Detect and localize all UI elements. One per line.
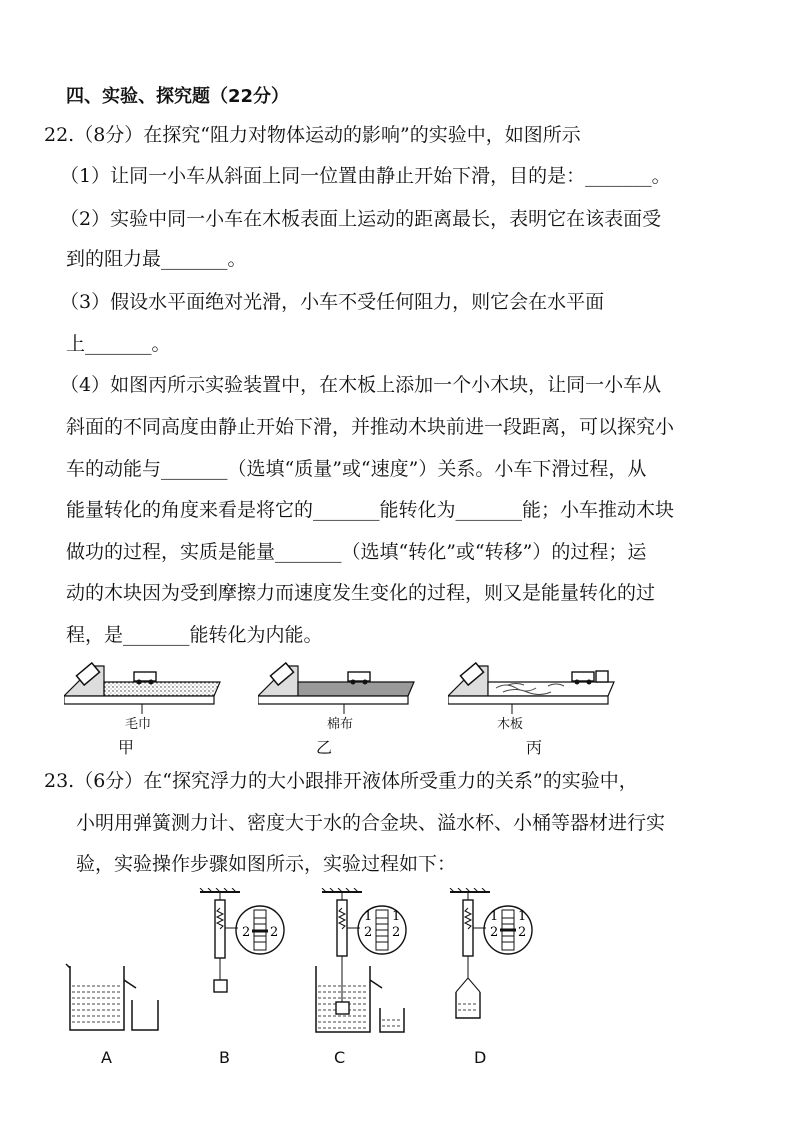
figure-towel-surface	[64, 658, 224, 714]
scale-c-bottom-right: 2	[392, 925, 401, 940]
q22-line-3: 到的阻力最_______。	[66, 248, 247, 270]
figure-cotton-surface	[258, 658, 418, 714]
figure-wood-surface	[448, 658, 618, 714]
figure-spring-scale-c	[306, 888, 416, 1038]
q22-line-7: 斜面的不同高度由静止开始下滑，并推动木块前进一段距离，可以探究小	[66, 416, 675, 438]
scale-c-bottom-left: 2	[364, 925, 373, 940]
figure-caption-c: C	[334, 1048, 346, 1067]
scale-d-bottom-right: 2	[518, 925, 527, 940]
scale-c-top-left: 1	[364, 909, 373, 924]
q22-line-2: （2）实验中同一小车在木板表面上运动的距离最长，表明它在该表面受	[60, 208, 662, 230]
surface-label-cotton: 棉布	[327, 717, 354, 732]
scale-b-bottom-left: 2	[242, 925, 251, 940]
q22-line-12: 程，是_______能转化为内能。	[66, 624, 323, 646]
surface-label-towel: 毛巾	[125, 717, 152, 732]
figure-caption-bing: 丙	[526, 738, 543, 757]
q23-line-0: 23.（6分）在“探究浮力的大小跟排开液体所受重力的关系”的实验中，	[44, 770, 638, 792]
q22-line-5: 上_______。	[66, 333, 171, 355]
figure-caption-a: A	[101, 1048, 112, 1067]
scale-c-top-right: 1	[392, 909, 401, 924]
figure-spring-scale-b	[198, 888, 298, 1006]
scale-d-bottom-left: 2	[490, 925, 499, 940]
q22-line-6: （4）如图丙所示实验装置中，在木板上添加一个小木块，让同一小车从	[60, 374, 662, 396]
q22-line-11: 动的木块因为受到摩擦力而速度发生变化的过程，则又是能量转化的过	[66, 582, 656, 604]
q22-line-10: 做功的过程，实质是能量_______（选填“转化”或“转移”）的过程；运	[66, 541, 647, 563]
q22-line-9: 能量转化的角度来看是将它的_______能转化为_______能；小车推动木块	[66, 499, 675, 521]
q22-line-8: 车的动能与_______（选填“质量”或“速度”）关系。小车下滑过程，从	[66, 458, 647, 480]
surface-label-wood: 木板	[497, 717, 524, 732]
figure-overflow-cup	[64, 960, 164, 1036]
figure-caption-yi: 乙	[316, 738, 333, 757]
q22-line-0: 22.（8分）在探究“阻力对物体运动的影响”的实验中，如图所示	[44, 124, 581, 146]
figure-caption-jia: 甲	[118, 738, 135, 757]
q23-line-2: 验，实验操作步骤如图所示，实验过程如下：	[76, 853, 457, 875]
q23-line-1: 小明用弹簧测力计、密度大于水的合金块、溢水杯、小桶等器材进行实	[76, 812, 666, 834]
scale-b-bottom-right: 2	[270, 925, 279, 940]
section-title: 四、实验、探究题（22分）	[66, 86, 290, 107]
figure-caption-b: B	[219, 1048, 230, 1067]
scale-d-top-right: 1	[518, 909, 527, 924]
scale-d-top-left: 1	[490, 909, 499, 924]
q22-line-4: （3）假设水平面绝对光滑，小车不受任何阻力，则它会在水平面	[60, 291, 605, 313]
figure-caption-d: D	[474, 1048, 487, 1067]
q22-line-1: （1）让同一小车从斜面上同一位置由静止开始下滑，目的是：_______。	[60, 165, 671, 187]
figure-spring-scale-d	[444, 888, 544, 1028]
